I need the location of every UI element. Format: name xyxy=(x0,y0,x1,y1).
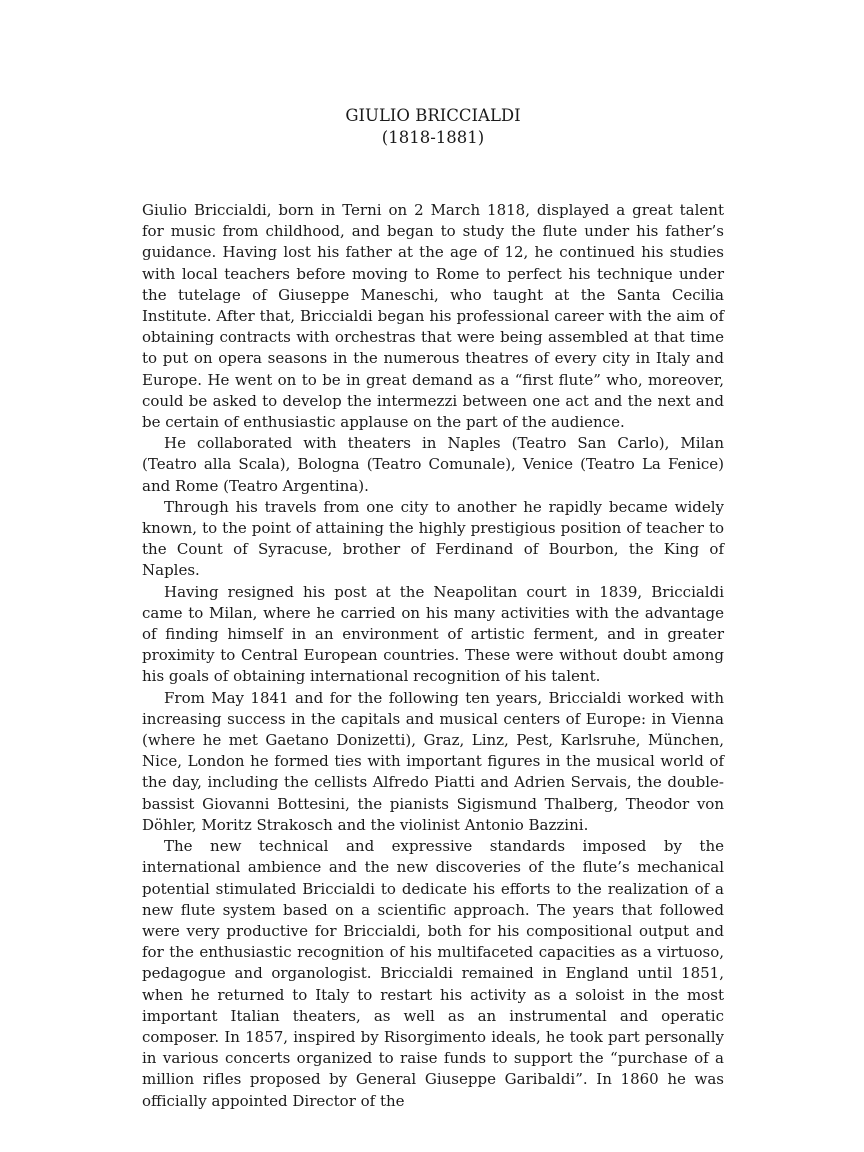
paragraph: He collaborated with theaters in Naples (Teatro San Carlo), Milan (Teatro alla Scala), Bologna (Teatro Comunale), Venice (Teatro La Fenice) and Rome (Teatro Argentina). xyxy=(142,434,724,495)
paragraph: From May 1841 and for the following ten years, Briccialdi worked with increasing success in the capitals and musical centers of Europe: in Vienna (where he met Gaetano Donizetti), Graz, Linz, Pest, Karlsruhe, München, Nice, London he formed ties with important figures in the musical world of the day, including the cellists Alfredo Piatti and Adrien Servais, the double-bassist Giovanni Bottesini, the pianists Sigismund Thalberg, Theodor von Döhler, Moritz Strakosch and the violinist Antonio Bazzini. xyxy=(142,688,724,834)
body-text xyxy=(142,200,724,1112)
life-dates: (1818-1881) xyxy=(381,128,485,147)
paragraph: The new technical and expressive standards imposed by the international ambience and the new discoveries of the flute’s mechanical potential stimulated Briccialdi to dedicate his efforts to the realization of a new flute system based on a scientific approach. The years that followed were very productive for Briccialdi, both for his compositional output and for the enthusiastic recognition of his multifaceted capacities as a virtuoso, pedagogue and organologist. Briccialdi remained in England until 1851, when he returned to Italy to restart his activity as a soloist in the most important Italian theaters, as well as an instrumental and operatic composer. In 1857, inspired by Risorgimento ideals, he took part personally in various concerts organized to raise funds to support the “purchase of a million rifles proposed by General Giuseppe Garibaldi”. In 1860 he was officially appointed Director of the xyxy=(142,837,724,1110)
page xyxy=(142,105,724,1112)
paragraph: Having resigned his post at the Neapolitan court in 1839, Briccialdi came to Milan, where he carried on his many activities with the advantage of finding himself in an environment of artistic ferment, and in greater proximity to Central European countries. These were without doubt among his goals of obtaining international recognition of his talent. xyxy=(142,582,724,686)
paragraph: Through his travels from one city to another he rapidly became widely known, to the point of attaining the highly prestigious position of teacher to the Count of Syracuse, brother of Ferdinand of Bourbon, the King of Naples. xyxy=(142,497,724,580)
paragraph: Giulio Briccialdi, born in Terni on 2 March 1818, displayed a great talent for music from childhood, and began to study the flute under his father’s guidance. Having lost his father at the age of 12, he continued his studies with local teachers before moving to Rome to perfect his technique under the tutelage of Giuseppe Maneschi, who taught at the Santa Cecilia Institute. After that, Briccialdi began his professional career with the aim of obtaining contracts with orchestras that were being assembled at that time to put on opera seasons in the numerous theatres of every city in Italy and Europe. He went on to be in great demand as a “first flute” who, moreover, could be asked to develop the intermezzi between one act and the next and be certain of enthusiastic applause on the part of the audience. xyxy=(142,201,724,432)
title-block xyxy=(142,105,724,149)
page-title: GIULIO BRICCIALDI xyxy=(345,106,521,125)
